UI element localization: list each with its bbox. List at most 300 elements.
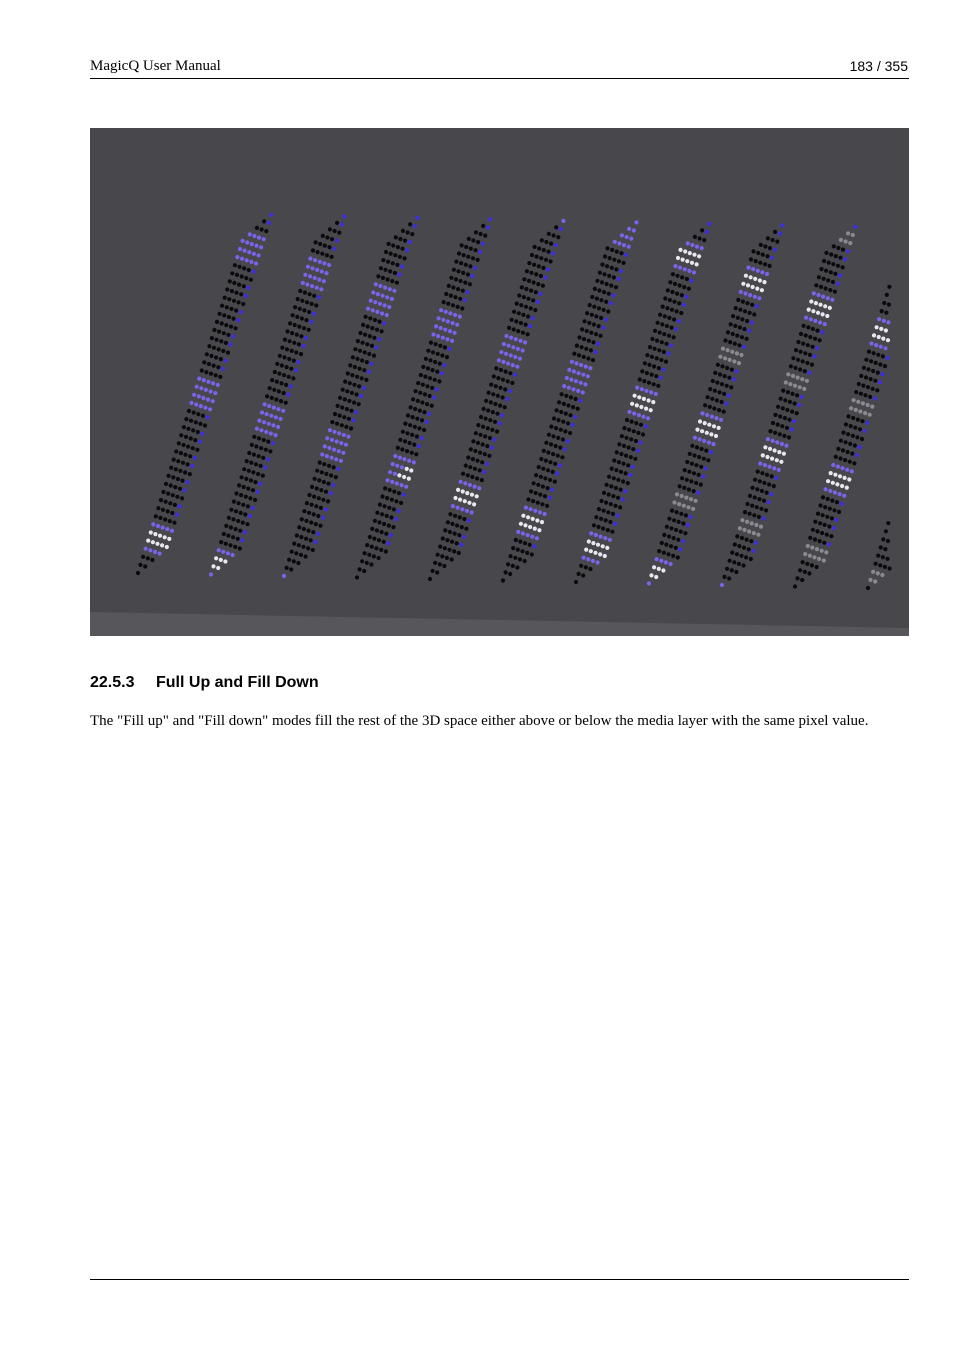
led-pixel [168, 519, 172, 523]
led-pixel [538, 292, 542, 296]
led-pixel [731, 332, 735, 336]
led-pixel [800, 395, 804, 399]
led-pixel [561, 420, 565, 424]
led-pixel [252, 234, 256, 238]
led-pixel [489, 400, 493, 404]
led-pixel [799, 350, 803, 354]
led-pixel [737, 343, 741, 347]
led-pixel [244, 294, 248, 298]
led-pixel [478, 433, 482, 437]
led-pixel [604, 501, 608, 505]
led-pixel [483, 434, 487, 438]
led-pixel [750, 303, 754, 307]
led-pixel [252, 435, 256, 439]
led-pixel [534, 491, 538, 495]
led-pixel [680, 476, 684, 480]
led-pixel [606, 309, 610, 313]
led-pixel [386, 277, 390, 281]
led-pixel [870, 405, 874, 409]
led-pixel [832, 244, 836, 248]
led-pixel [183, 453, 187, 457]
led-pixel [706, 395, 710, 399]
led-pixel [378, 503, 382, 507]
led-pixel [767, 465, 771, 469]
led-pixel [251, 488, 255, 492]
led-pixel [355, 375, 359, 379]
led-pixel [195, 385, 199, 389]
led-pixel [591, 559, 595, 563]
led-pixel [543, 512, 547, 516]
led-pixel [602, 290, 606, 294]
led-pixel [546, 267, 550, 271]
led-pixel [484, 417, 488, 421]
led-pixel [170, 511, 174, 515]
led-pixel [504, 352, 508, 356]
led-pixel [535, 255, 539, 259]
led-pixel [245, 258, 249, 262]
led-pixel [517, 311, 521, 315]
led-pixel [381, 294, 385, 298]
led-pixel [267, 221, 271, 225]
led-pixel [509, 554, 513, 558]
led-pixel [496, 376, 500, 380]
led-pixel [657, 366, 661, 370]
led-pixel [309, 520, 313, 524]
led-pixel [449, 276, 453, 280]
led-pixel [406, 230, 410, 234]
led-pixel [558, 463, 562, 467]
led-pixel [887, 285, 891, 289]
led-pixel [304, 318, 308, 322]
led-pixel [488, 217, 492, 221]
led-pixel [297, 342, 301, 346]
led-pixel [257, 419, 261, 423]
led-pixel [383, 504, 387, 508]
led-pixel [823, 322, 827, 326]
led-pixel [330, 255, 334, 259]
led-pixel [350, 391, 354, 395]
led-pixel [691, 507, 695, 511]
led-pixel [205, 352, 209, 356]
led-pixel [340, 405, 344, 409]
led-pixel [382, 540, 386, 544]
led-pixel [571, 405, 575, 409]
led-pixel [715, 381, 719, 385]
led-pixel [518, 357, 522, 361]
led-pixel [302, 326, 306, 330]
led-pixel [669, 526, 673, 530]
led-pixel [252, 453, 256, 457]
led-pixel [836, 465, 840, 469]
led-pixel [690, 261, 694, 265]
led-pixel [612, 275, 616, 279]
led-pixel [624, 253, 628, 257]
led-pixel [197, 377, 201, 381]
led-pixel [463, 481, 467, 485]
led-pixel [462, 253, 466, 257]
led-pixel [287, 558, 291, 562]
led-pixel [616, 277, 620, 281]
led-pixel [642, 379, 646, 383]
led-pixel [734, 570, 738, 574]
led-pixel [827, 524, 831, 528]
led-pixel [875, 388, 879, 392]
led-pixel [539, 475, 543, 479]
led-pixel [475, 494, 479, 498]
led-pixel [658, 330, 662, 334]
led-pixel [818, 338, 822, 342]
led-pixel [797, 403, 801, 407]
led-pixel [176, 459, 180, 463]
led-pixel [504, 570, 508, 574]
led-pixel [512, 327, 516, 331]
led-pixel [398, 456, 402, 460]
led-pixel [811, 309, 815, 313]
led-pixel [780, 223, 784, 227]
led-pixel [527, 279, 531, 283]
led-pixel [680, 293, 684, 297]
led-pixel [660, 541, 664, 545]
led-pixel [225, 287, 229, 291]
led-pixel [793, 584, 797, 588]
led-pixel [637, 413, 641, 417]
led-pixel [727, 393, 731, 397]
led-pixel [348, 381, 352, 385]
led-pixel [243, 530, 247, 534]
led-pixel [873, 379, 877, 383]
led-pixel [327, 446, 331, 450]
led-pixel [883, 565, 887, 569]
led-pixel [619, 269, 623, 273]
led-pixel [756, 251, 760, 255]
led-pixel [428, 394, 432, 398]
led-pixel [372, 554, 376, 558]
led-pixel [666, 351, 670, 355]
led-pixel [395, 281, 399, 285]
led-pixel [449, 294, 453, 298]
led-pixel [167, 474, 171, 478]
led-pixel [674, 327, 678, 331]
led-pixel [414, 452, 418, 456]
led-pixel [861, 401, 865, 405]
led-pixel [755, 287, 759, 291]
led-pixel [590, 295, 594, 299]
led-pixel [828, 288, 832, 292]
led-pixel [318, 524, 322, 528]
led-pixel [831, 262, 835, 266]
led-pixel [740, 518, 744, 522]
led-pixel [353, 365, 357, 369]
led-pixel [269, 213, 273, 217]
led-pixel [828, 507, 832, 511]
led-pixel [610, 467, 614, 471]
led-pixel [419, 373, 423, 377]
led-pixel [805, 361, 809, 365]
led-pixel [386, 260, 390, 264]
led-pixel [398, 438, 402, 442]
led-pixel [672, 300, 676, 304]
led-pixel [382, 321, 386, 325]
led-pixel [158, 534, 162, 538]
led-pixel [672, 335, 676, 339]
led-pixel [859, 374, 863, 378]
led-pixel [453, 313, 457, 317]
led-pixel [290, 331, 294, 335]
led-pixel [471, 457, 475, 461]
led-pixel [815, 565, 819, 569]
led-pixel [360, 376, 364, 380]
led-pixel [738, 325, 742, 329]
led-pixel [648, 345, 652, 349]
led-pixel [146, 539, 150, 543]
led-pixel [422, 410, 426, 414]
led-pixel [423, 375, 427, 379]
led-pixel [817, 275, 821, 279]
led-pixel [523, 559, 527, 563]
led-pixel [173, 485, 177, 489]
led-pixel [445, 538, 449, 542]
led-pixel [876, 371, 880, 375]
led-pixel [507, 344, 511, 348]
led-pixel [695, 428, 699, 432]
led-pixel [453, 295, 457, 299]
led-pixel [594, 515, 598, 519]
led-pixel [243, 512, 247, 516]
led-pixel [399, 501, 403, 505]
led-pixel [471, 256, 475, 260]
led-pixel [530, 535, 534, 539]
led-pixel [181, 461, 185, 465]
led-pixel [757, 497, 761, 501]
led-pixel [508, 389, 512, 393]
led-pixel [799, 332, 803, 336]
led-pixel [427, 412, 431, 416]
led-pixel [268, 386, 272, 390]
led-pixel [464, 464, 468, 468]
led-pixel [232, 281, 236, 285]
led-pixel [421, 365, 425, 369]
led-pixel [391, 462, 395, 466]
led-pixel [253, 498, 257, 502]
led-pixel [524, 287, 528, 291]
led-pixel [878, 380, 882, 384]
led-pixel [816, 512, 820, 516]
led-pixel [688, 251, 692, 255]
led-pixel [821, 513, 825, 517]
led-pixel [821, 495, 825, 499]
led-pixel [622, 426, 626, 430]
page-number: 183 / 355 [849, 58, 908, 74]
led-pixel [344, 443, 348, 447]
led-pixel [174, 467, 178, 471]
led-pixel [539, 256, 543, 260]
led-pixel [276, 425, 280, 429]
led-pixel [522, 295, 526, 299]
led-pixel [688, 515, 692, 519]
led-pixel [881, 555, 885, 559]
led-pixel [669, 544, 673, 548]
led-pixel [189, 419, 193, 423]
led-pixel [221, 367, 225, 371]
led-pixel [540, 502, 544, 506]
led-pixel [566, 403, 570, 407]
led-pixel [333, 229, 337, 233]
led-pixel [675, 309, 679, 313]
led-pixel [584, 347, 588, 351]
led-pixel [362, 569, 366, 573]
led-pixel [372, 336, 376, 340]
led-pixel [391, 261, 395, 265]
led-pixel [221, 550, 225, 554]
led-pixel [322, 261, 326, 265]
led-pixel [175, 513, 179, 517]
led-pixel [297, 325, 301, 329]
led-pixel [329, 491, 333, 495]
led-pixel [825, 515, 829, 519]
led-pixel [760, 489, 764, 493]
led-pixel [513, 355, 517, 359]
led-pixel [885, 356, 889, 360]
led-pixel [314, 240, 318, 244]
led-pixel [225, 305, 229, 309]
led-pixel [654, 392, 658, 396]
led-pixel [232, 299, 236, 303]
led-pixel [272, 406, 276, 410]
led-pixel [735, 534, 739, 538]
led-pixel [655, 356, 659, 360]
led-pixel [681, 539, 685, 543]
led-pixel [809, 299, 813, 303]
led-pixel [379, 266, 383, 270]
led-pixel [577, 353, 581, 357]
led-pixel [515, 565, 519, 569]
led-pixel [677, 319, 681, 323]
led-pixel [659, 358, 663, 362]
led-pixel [336, 467, 340, 471]
led-pixel [603, 536, 607, 540]
led-pixel [438, 362, 442, 366]
led-pixel [749, 539, 753, 543]
led-pixel [581, 390, 585, 394]
led-pixel [742, 563, 746, 567]
led-pixel [629, 237, 633, 241]
led-pixel [257, 236, 261, 240]
led-pixel [731, 314, 735, 318]
led-pixel [537, 246, 541, 250]
led-pixel [312, 512, 316, 516]
led-pixel [675, 274, 679, 278]
led-pixel [549, 425, 553, 429]
led-pixel [292, 559, 296, 563]
led-pixel [410, 232, 414, 236]
led-pixel [305, 282, 309, 286]
led-pixel [794, 348, 798, 352]
led-pixel [415, 216, 419, 220]
led-pixel [299, 553, 303, 557]
led-pixel [386, 478, 390, 482]
led-pixel [580, 327, 584, 331]
led-pixel [833, 473, 837, 477]
led-pixel [199, 404, 203, 408]
led-pixel [503, 405, 507, 409]
led-pixel [236, 318, 240, 322]
led-pixel [156, 524, 160, 528]
led-pixel [544, 258, 548, 262]
led-pixel [812, 291, 816, 295]
led-pixel [375, 511, 379, 515]
led-pixel [639, 405, 643, 409]
led-pixel [792, 419, 796, 423]
led-pixel [733, 342, 737, 346]
led-pixel [700, 447, 704, 451]
led-pixel [310, 266, 314, 270]
led-pixel [806, 343, 810, 347]
led-pixel [621, 497, 625, 501]
led-pixel [343, 397, 347, 401]
led-pixel [315, 268, 319, 272]
led-pixel [312, 495, 316, 499]
led-pixel [446, 319, 450, 323]
led-pixel [854, 390, 858, 394]
led-pixel [738, 308, 742, 312]
led-pixel [660, 322, 664, 326]
led-pixel [844, 422, 848, 426]
led-pixel [513, 373, 517, 377]
led-pixel [613, 522, 617, 526]
led-pixel [634, 421, 638, 425]
led-pixel [887, 303, 891, 307]
led-pixel [306, 265, 310, 269]
led-pixel [318, 242, 322, 246]
led-pixel [730, 368, 734, 372]
led-pixel [808, 335, 812, 339]
led-pixel [222, 532, 226, 536]
led-pixel [289, 384, 293, 388]
led-pixel [616, 496, 620, 500]
led-pixel [552, 416, 556, 420]
led-pixel [803, 552, 807, 556]
led-pixel [394, 517, 398, 521]
led-pixel [705, 230, 709, 234]
led-pixel [588, 303, 592, 307]
led-pixel [443, 328, 447, 332]
led-pixel [677, 301, 681, 305]
led-pixel [542, 248, 546, 252]
led-pixel [262, 219, 266, 223]
led-pixel [204, 370, 208, 374]
led-pixel [727, 376, 731, 380]
led-pixel [761, 253, 765, 257]
led-pixel [307, 511, 311, 515]
led-pixel [383, 486, 387, 490]
led-pixel [455, 323, 459, 327]
led-pixel [682, 285, 686, 289]
led-pixel [700, 246, 704, 250]
led-pixel [389, 252, 393, 256]
led-pixel [776, 405, 780, 409]
led-pixel [610, 266, 614, 270]
led-pixel [206, 398, 210, 402]
led-pixel [829, 252, 833, 256]
led-pixel [426, 366, 430, 370]
led-pixel [751, 249, 755, 253]
led-pixel [661, 368, 665, 372]
led-pixel [664, 543, 668, 547]
led-pixel [505, 397, 509, 401]
led-pixel [239, 310, 243, 314]
led-pixel [464, 263, 468, 267]
led-pixel [698, 437, 702, 441]
